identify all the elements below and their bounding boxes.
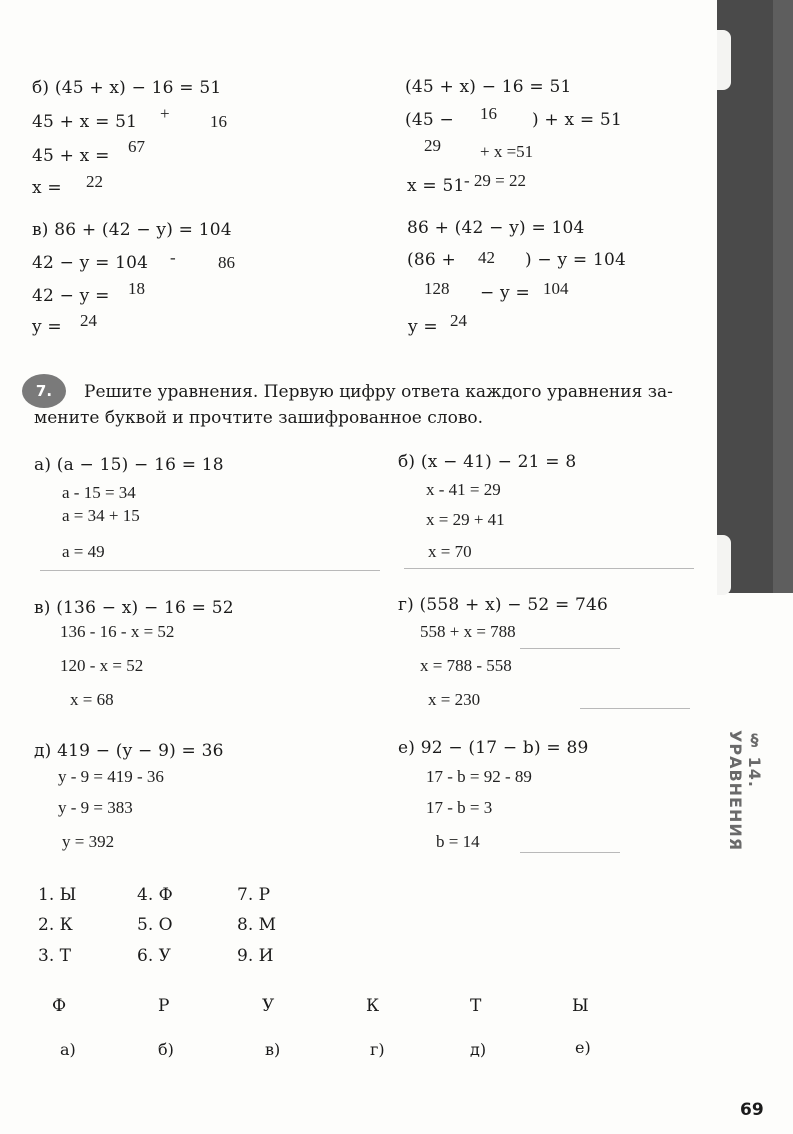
right-v-line1-pre: (86 + [407,250,456,270]
answer-line-g2 [580,708,690,709]
answer-line-b [404,568,694,569]
problem-g-step2: x = 788 - 558 [420,656,512,675]
right-b-line1-post: ) + x = 51 [532,110,622,130]
left-b-line2-num: 67 [128,137,145,156]
left-v-line2-num: 18 [128,279,145,298]
problem-g-title: г) (558 + x) − 52 = 746 [398,595,609,615]
left-v-line3: y = [32,317,62,337]
left-v-line1-num: 86 [218,253,235,272]
problem-d-step1: y - 9 = 419 - 36 [58,767,164,786]
answer-label: г) [370,1040,385,1059]
right-b-line3-num: - 29 = 22 [464,171,526,190]
problem-g-step1: 558 + x = 788 [420,622,516,641]
key-9: 9. И [237,946,274,966]
right-v-line2-mid: − y = [480,283,530,303]
key-5: 5. О [137,915,173,935]
key-6: 6. У [137,946,171,966]
key-3: 3. Т [38,946,71,966]
problem-a-title: а) (a − 15) − 16 = 18 [34,455,224,475]
answer-letter: К [366,996,380,1016]
left-v-line1: 42 − y = 104 [32,253,149,273]
left-v-title: в) 86 + (42 − y) = 104 [32,220,232,240]
answer-letter: Ы [572,996,589,1016]
right-b-line3: x = 51 [407,176,465,196]
left-v-line1-sign: - [170,248,176,267]
problem-v-title: в) (136 − x) − 16 = 52 [34,598,234,618]
answer-label: е) [575,1038,591,1057]
right-b-line1-pre: (45 − [405,110,454,130]
problem-a-step2: a = 34 + 15 [62,506,140,525]
right-b-line2-post: + x =51 [480,142,534,161]
tab-marker-top [717,30,731,90]
answer-line-g [520,648,620,649]
answer-line-e [520,852,620,853]
right-v-line1-num: 42 [478,248,495,267]
answer-label: д) [470,1040,487,1059]
left-b-line3: x = [32,178,62,198]
left-b-line1-sign: + [160,104,170,123]
task-number-badge: 7. [22,374,66,408]
answer-letter: Ф [52,996,67,1016]
right-v-line3-num: 24 [450,311,467,330]
right-v-title: 86 + (42 − y) = 104 [407,218,585,238]
left-b-line1-num: 16 [210,112,227,131]
side-tab-edge [773,0,793,593]
right-b-line2-num: 29 [424,136,441,155]
page-number: 69 [740,1100,764,1120]
key-7: 7. Р [237,885,271,905]
section-label: § 14. УРАВНЕНИЯ [726,730,764,852]
answer-line-a [40,570,380,571]
problem-v-step2: 120 - x = 52 [60,656,144,675]
problem-g-step3: x = 230 [428,690,481,709]
problem-b-step2: x = 29 + 41 [426,510,505,529]
right-v-line2-num2: 104 [543,279,569,298]
right-v-line2-num: 128 [424,279,450,298]
left-b-line1: 45 + x = 51 [32,112,138,132]
answer-letter: Р [158,996,170,1016]
problem-d-step2: y - 9 = 383 [58,798,133,817]
right-v-line1-post: ) − y = 104 [525,250,626,270]
answer-label: в) [265,1040,281,1059]
problem-e-step2: 17 - b = 3 [426,798,493,817]
key-8: 8. М [237,915,277,935]
problem-e-step1: 17 - b = 92 - 89 [426,767,532,786]
answer-letter: У [262,996,275,1016]
key-1: 1. Ы [38,885,77,905]
problem-v-step1: 136 - 16 - x = 52 [60,622,175,641]
problem-d-step3: y = 392 [62,832,115,851]
right-b-line1-num: 16 [480,104,497,123]
task-text-line1: Решите уравнения. Первую цифру ответа каждого уравнения за- [84,382,673,402]
answer-label: б) [158,1040,174,1059]
page-side-tab [717,0,793,1134]
problem-a-step3: a = 49 [62,542,105,561]
tab-marker-bottom [717,535,731,595]
problem-e-title: е) 92 − (17 − b) = 89 [398,738,589,758]
left-v-line3-num: 24 [80,311,97,330]
problem-b-step1: x - 41 = 29 [426,480,501,499]
problem-v-step3: x = 68 [70,690,114,709]
key-4: 4. Ф [137,885,173,905]
problem-b-title: б) (x − 41) − 21 = 8 [398,452,577,472]
left-b-line2: 45 + x = [32,146,110,166]
right-b-title: (45 + x) − 16 = 51 [405,77,572,97]
problem-e-step3: b = 14 [436,832,480,851]
problem-a-step1: a - 15 = 34 [62,483,136,502]
problem-d-title: д) 419 − (y − 9) = 36 [34,741,224,761]
problem-b-step3: x = 70 [428,542,472,561]
left-b-line3-num: 22 [86,172,103,191]
answer-label: а) [60,1040,76,1059]
answer-letter: Т [470,996,482,1016]
left-v-line2: 42 − y = [32,286,110,306]
left-b-title: б) (45 + x) − 16 = 51 [32,78,222,98]
key-2: 2. К [38,915,73,935]
right-v-line3: y = [408,317,438,337]
task-text-line2: мените буквой и прочтите зашифрованное слово. [34,408,484,428]
